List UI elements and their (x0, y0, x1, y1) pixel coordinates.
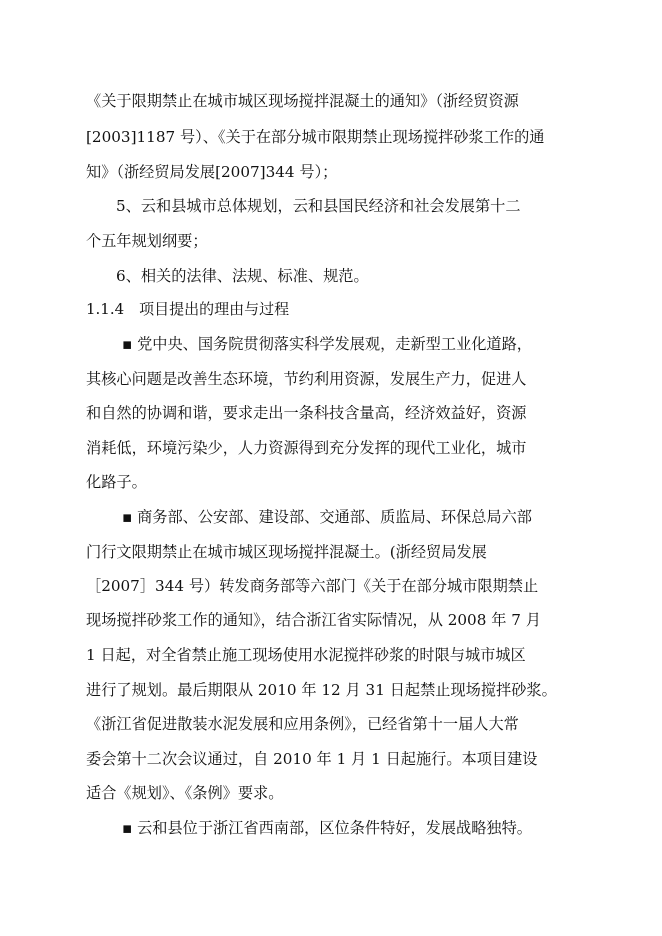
text-line: [2003]1187 号）、《关于在部分城市限期禁止现场搅拌砂浆工作的通 (86, 128, 545, 146)
text-line: ▪ 党中央、国务院贯彻落实科学发展观，走新型工业化道路， (122, 335, 532, 353)
text-line: 委会第十二次会议通过，自 2010 年 1 月 1 日起施行。本项目建设 (86, 750, 538, 768)
text-line: 《浙江省促进散装水泥发展和应用条例》，已经省第十一届人大常 (86, 715, 519, 733)
text-line: 现场搅拌砂浆工作的通知》，结合浙江省实际情况，从 2008 年 7 月 (86, 611, 541, 629)
text-line: 6、相关的法律、法规、标准、规范。 (116, 267, 369, 285)
text-line: 1 日起，对全省禁止施工现场使用水泥搅拌砂浆的时限与城市城区 (86, 646, 526, 664)
section-heading: 1.1.4 项目提出的理由与过程 (86, 300, 290, 318)
text-line: 知》（浙经贸局发展[2007]344 号）； (86, 163, 338, 181)
text-line: 和自然的协调和谐，要求走出一条科技含量高，经济效益好，资源 (86, 404, 527, 422)
text-line: 门行文限期禁止在城市城区现场搅拌混凝土。(浙经贸局发展 (86, 543, 487, 561)
text-line: ▪ 云和县位于浙江省西南部，区位条件特好，发展战略独特。 (122, 819, 532, 837)
text-line: 《关于限期禁止在城市城区现场搅拌混凝土的通知》（浙经贸资源 (86, 92, 519, 110)
text-line: 消耗低，环境污染少，人力资源得到充分发挥的现代工业化，城市 (86, 439, 527, 457)
text-line: 个五年规划纲要； (86, 232, 208, 250)
text-line: 进行了规划。最后期限从 2010 年 12 月 31 日起禁止现场搅拌砂浆。 (86, 681, 557, 699)
text-line: 5、云和县城市总体规划，云和县国民经济和社会发展第十二 (116, 197, 521, 215)
text-line: ［2007］344 号）转发商务部等六部门《关于在部分城市限期禁止 (86, 577, 539, 595)
text-line: 化路子。 (86, 473, 147, 491)
text-line: 其核心问题是改善生态环境，节约利用资源，发展生产力，促进人 (86, 370, 527, 388)
text-line: 适合《规划》、《条例》要求。 (86, 784, 284, 802)
text-line: ▪ 商务部、公安部、建设部、交通部、质监局、环保总局六部 (122, 508, 532, 526)
